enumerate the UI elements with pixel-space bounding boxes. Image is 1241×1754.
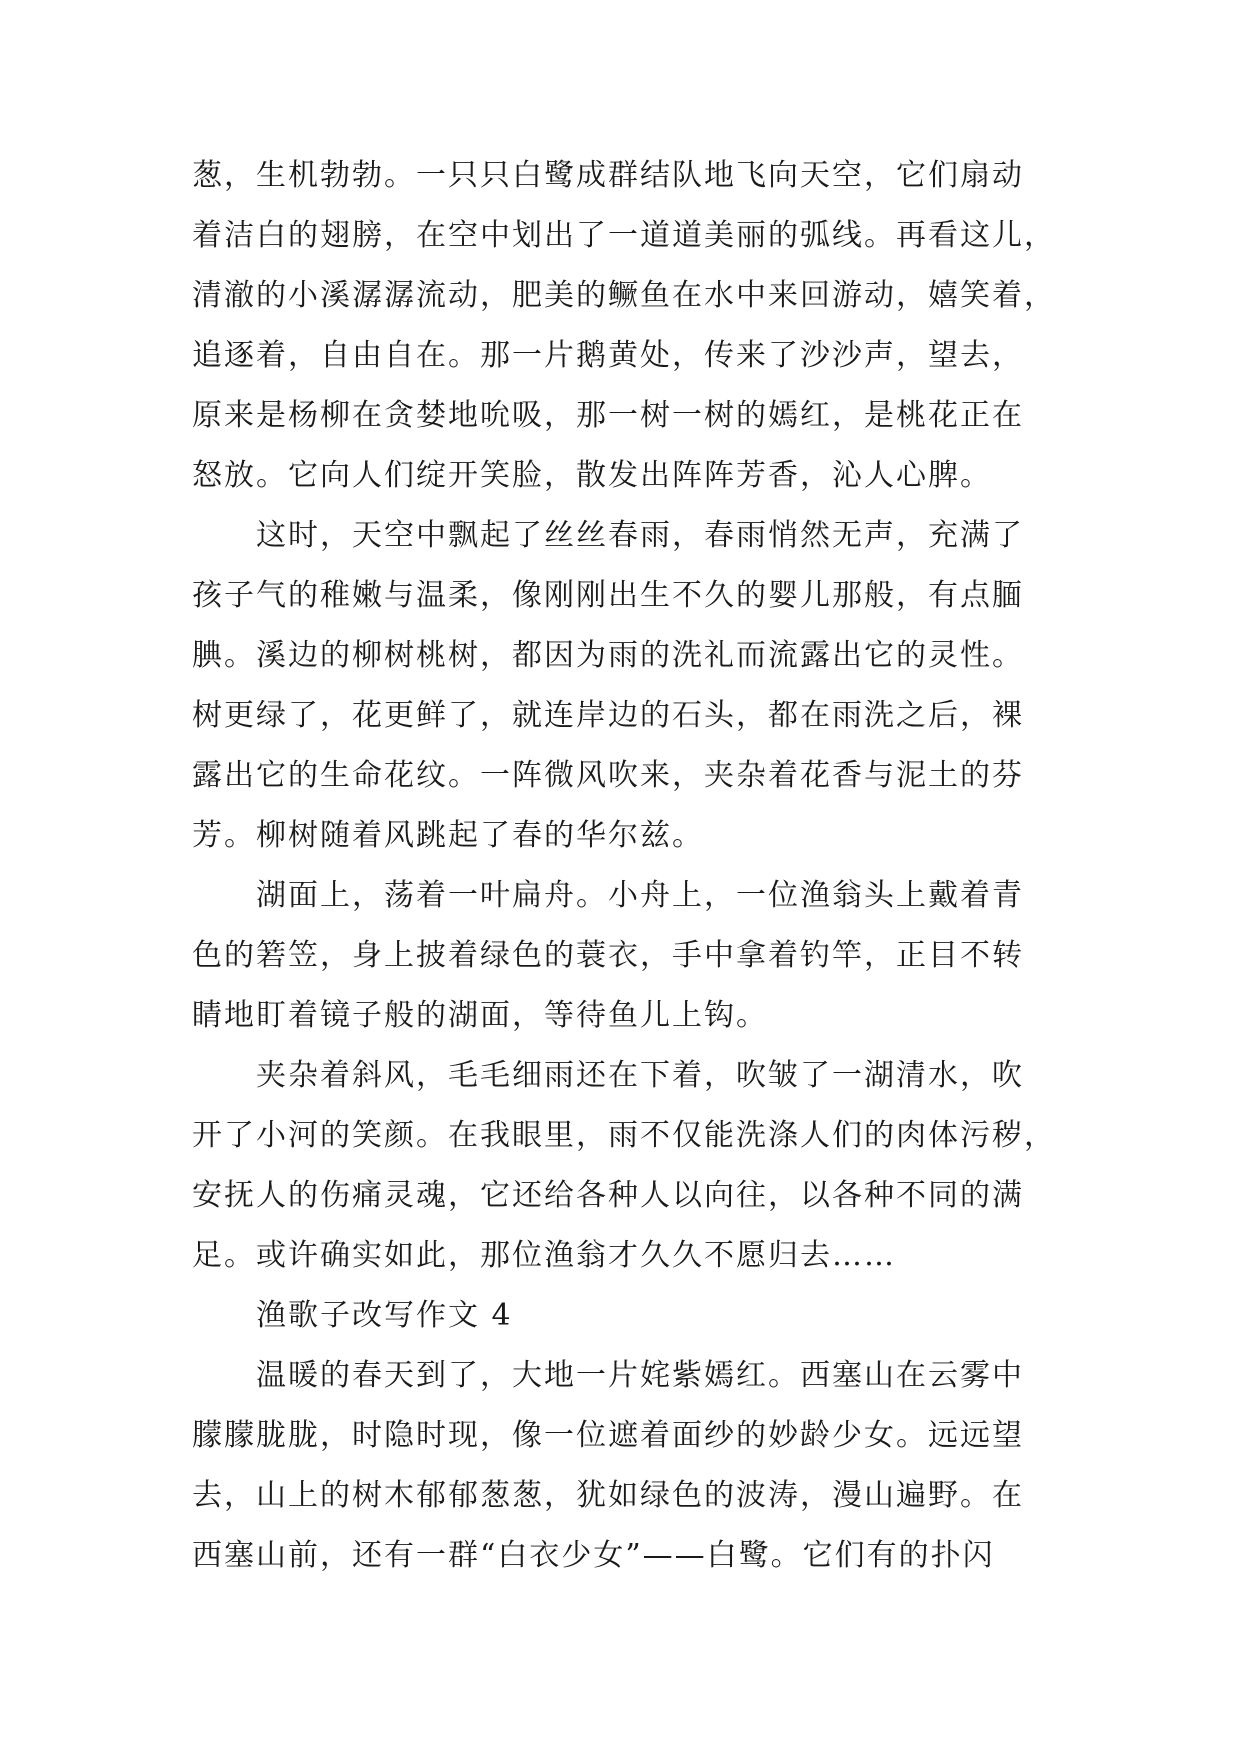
text-line: 追逐着，自由自在。那一片鹅黄处，传来了沙沙声，望去， bbox=[192, 338, 1024, 373]
text-line: 睛地盯着镜子般的湖面，等待鱼儿上钩。 bbox=[192, 998, 768, 1033]
paragraph-start-line: 温暖的春天到了，大地一片姹紫嫣红。西塞山在云雾中 bbox=[256, 1358, 1024, 1393]
text-line: 足。或许确实如此，那位渔翁才久久不愿归去…… bbox=[192, 1238, 896, 1273]
text-line: 原来是杨柳在贪婪地吮吸，那一树一树的嫣红，是桃花正在 bbox=[192, 398, 1024, 433]
paragraph-start-line: 这时，天空中飘起了丝丝春雨，春雨悄然无声，充满了 bbox=[256, 518, 1024, 553]
text-line: 色的箬笠，身上披着绿色的蓑衣，手中拿着钓竿，正目不转 bbox=[192, 938, 1024, 973]
text-line: 树更绿了，花更鲜了，就连岸边的石头，都在雨洗之后，裸 bbox=[192, 698, 1024, 733]
text-line: 腆。溪边的柳树桃树，都因为雨的洗礼而流露出它的灵性。 bbox=[192, 638, 1024, 673]
text-line: 着洁白的翅膀，在空中划出了一道道美丽的弧线。再看这儿， bbox=[192, 218, 1056, 253]
text-line: 露出它的生命花纹。一阵微风吹来，夹杂着花香与泥土的芬 bbox=[192, 758, 1024, 793]
text-line: 安抚人的伤痛灵魂，它还给各种人以向往，以各种不同的满 bbox=[192, 1178, 1024, 1213]
text-line: 去，山上的树木郁郁葱葱，犹如绿色的波涛，漫山遍野。在 bbox=[192, 1478, 1024, 1513]
text-line: 怒放。它向人们绽开笑脸，散发出阵阵芳香，沁人心脾。 bbox=[192, 458, 992, 493]
paragraph-start-line: 湖面上，荡着一叶扁舟。小舟上，一位渔翁头上戴着青 bbox=[256, 878, 1024, 913]
section-heading: 渔歌子改写作文 4 bbox=[256, 1298, 513, 1333]
text-line: 西塞山前，还有一群“白衣少女”——白鹭。它们有的扑闪 bbox=[192, 1538, 995, 1573]
text-line: 芳。柳树随着风跳起了春的华尔兹。 bbox=[192, 818, 704, 853]
paragraph-start-line: 夹杂着斜风，毛毛细雨还在下着，吹皱了一湖清水，吹 bbox=[256, 1058, 1024, 1093]
text-line: 孩子气的稚嫩与温柔，像刚刚出生不久的婴儿那般，有点腼 bbox=[192, 578, 1024, 613]
text-line: 清澈的小溪潺潺流动，肥美的鳜鱼在水中来回游动，嬉笑着， bbox=[192, 278, 1056, 313]
text-line: 开了小河的笑颜。在我眼里，雨不仅能洗涤人们的肉体污秽， bbox=[192, 1118, 1056, 1153]
text-line: 朦朦胧胧，时隐时现，像一位遮着面纱的妙龄少女。远远望 bbox=[192, 1418, 1024, 1453]
text-line: 葱，生机勃勃。一只只白鹭成群结队地飞向天空，它们扇动 bbox=[192, 158, 1024, 193]
